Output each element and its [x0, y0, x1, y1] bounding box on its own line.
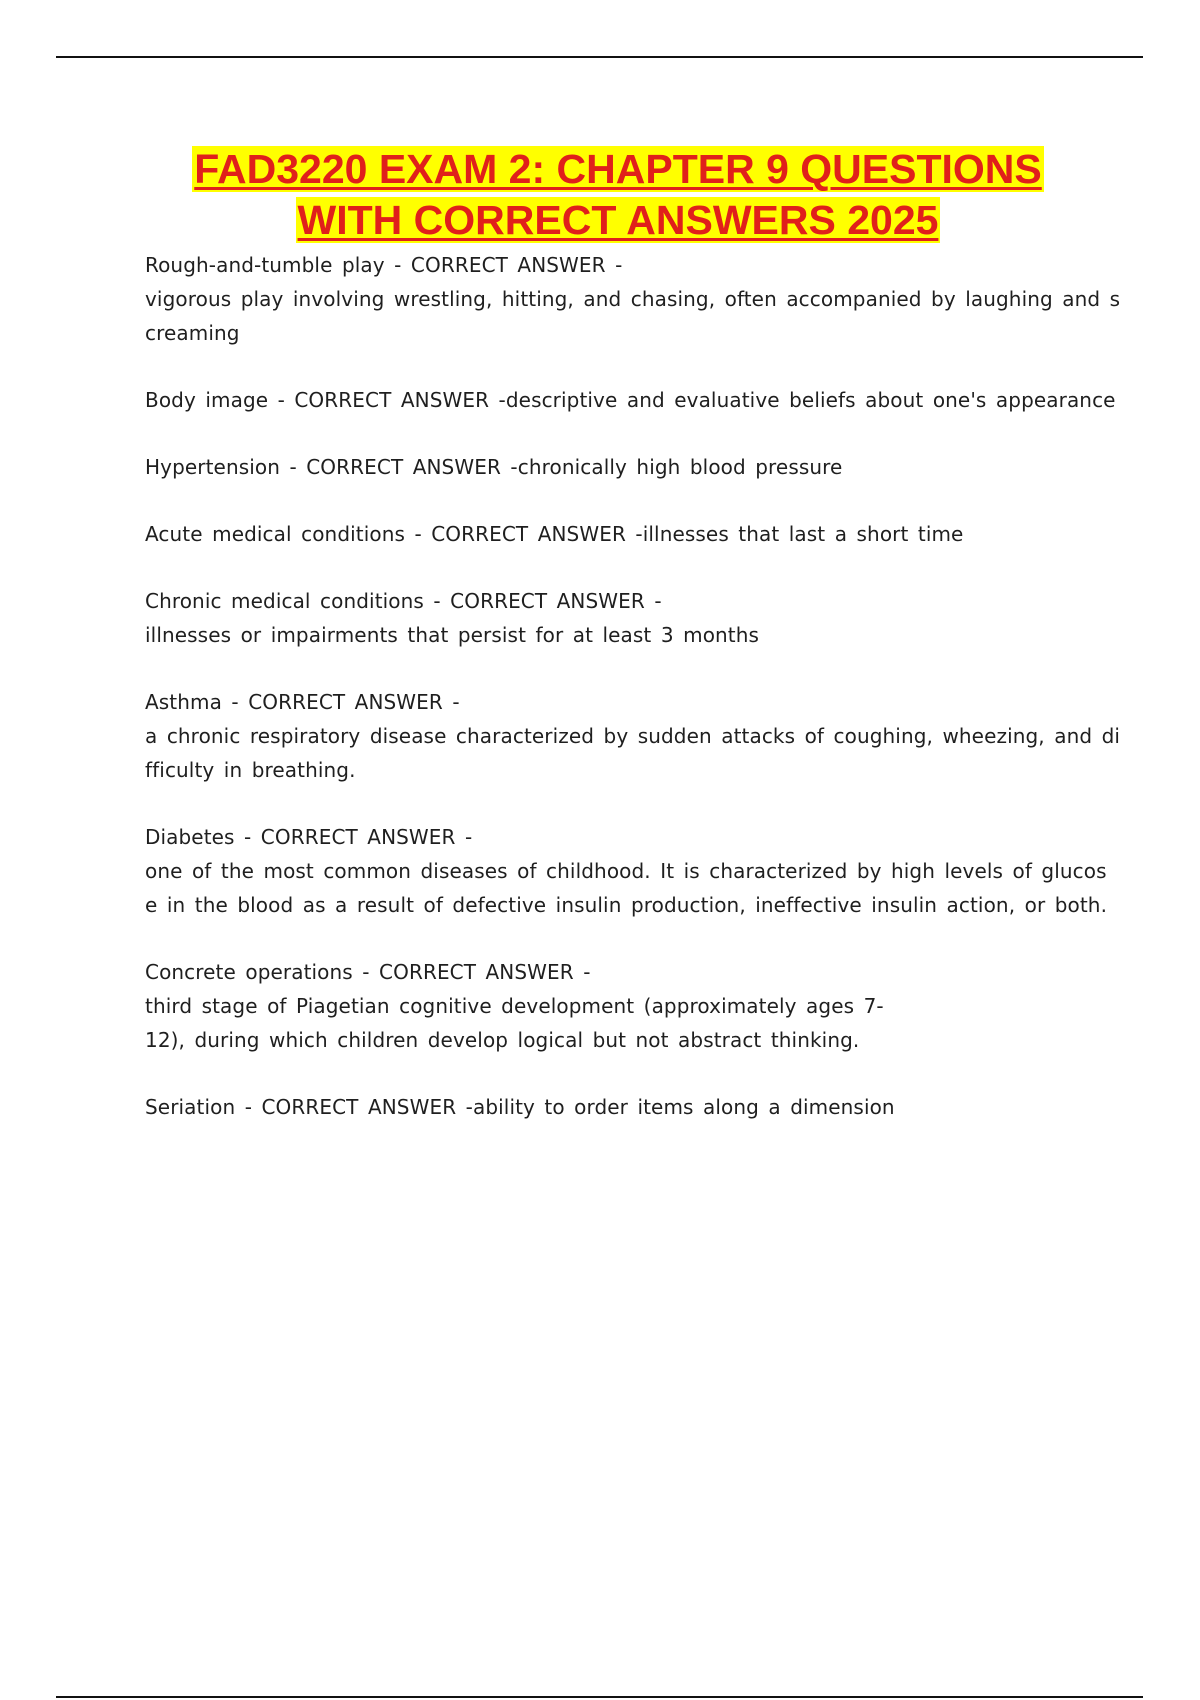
- qa-entry-rough-and-tumble-play: [145, 248, 1121, 350]
- qa-line: Diabetes - CORRECT ANSWER -: [145, 825, 473, 849]
- entry-spacer: [145, 350, 1085, 383]
- title-line-2: WITH CORRECT ANSWERS 2025: [297, 197, 939, 243]
- qa-line: fficulty in breathing.: [145, 758, 356, 782]
- qa-line: third stage of Piagetian cognitive development (approximately ages 7-: [145, 994, 884, 1018]
- entry-spacer: [145, 484, 1085, 517]
- entry-spacer: [145, 551, 1085, 584]
- top-rule: [56, 56, 1143, 58]
- qa-line: Concrete operations - CORRECT ANSWER -: [145, 960, 591, 984]
- qa-entry-hypertension: [145, 450, 1085, 484]
- qa-entry-body-image: [145, 383, 1116, 417]
- qa-entry-asthma: [145, 685, 1121, 787]
- qa-line: Hypertension - CORRECT ANSWER -chronically high blood pressure: [145, 455, 843, 479]
- qa-line: one of the most common diseases of childhood. It is characterized by high levels of glucos: [145, 859, 1107, 883]
- qa-line: Acute medical conditions - CORRECT ANSWER -illnesses that last a short time: [145, 522, 964, 546]
- qa-entry-seriation: [145, 1090, 1085, 1124]
- qa-line: Body image - CORRECT ANSWER -descriptive and evaluative beliefs about one's appearance: [145, 388, 1116, 412]
- entry-spacer: [145, 652, 1085, 685]
- qa-line: 12), during which children develop logical but not abstract thinking.: [145, 1028, 860, 1052]
- qa-line: Asthma - CORRECT ANSWER -: [145, 690, 460, 714]
- qa-line: illnesses or impairments that persist for at least 3 months: [145, 623, 760, 647]
- qa-entry-acute-medical-conditions: [145, 517, 1085, 551]
- qa-entry-chronic-medical-conditions: [145, 584, 1085, 652]
- qa-line: a chronic respiratory disease characterized by sudden attacks of coughing, wheezing, and di: [145, 724, 1121, 748]
- document-title: [0, 144, 1200, 246]
- qa-line: Chronic medical conditions - CORRECT ANSWER -: [145, 589, 662, 613]
- qa-line: Seriation - CORRECT ANSWER -ability to order items along a dimension: [145, 1095, 895, 1119]
- qa-entry-diabetes: [145, 820, 1108, 922]
- qa-line: vigorous play involving wrestling, hitting, and chasing, often accompanied by laughing and s: [145, 287, 1121, 311]
- qa-list: [145, 248, 1121, 1124]
- qa-line: e in the blood as a result of defective insulin production, ineffective insulin action, or both.: [145, 893, 1108, 917]
- entry-spacer: [145, 417, 1085, 450]
- entry-spacer: [145, 922, 1085, 955]
- qa-line: Rough-and-tumble play - CORRECT ANSWER -: [145, 253, 623, 277]
- entry-spacer: [145, 1057, 1085, 1090]
- bottom-rule: [56, 1696, 1143, 1698]
- qa-entry-concrete-operations: [145, 955, 1085, 1057]
- entry-spacer: [145, 787, 1085, 820]
- qa-line: creaming: [145, 321, 240, 345]
- title-line-1: FAD3220 EXAM 2: CHAPTER 9 QUESTIONS: [194, 146, 1042, 192]
